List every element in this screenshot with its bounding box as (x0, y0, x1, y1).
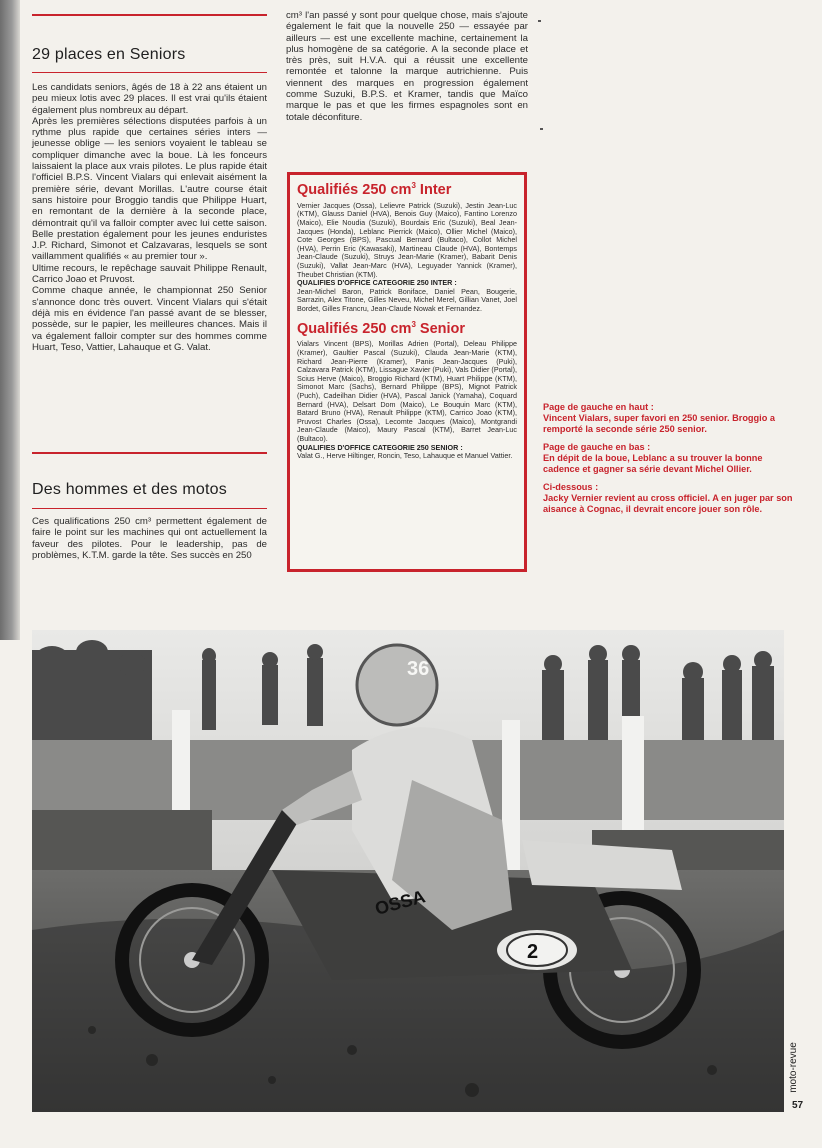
paragraph: Après les premières sélections disputées parfois à un rythme plus rapide que certaines séries inters — jeunesse oblige — les seniors voyaient le tableau se compliquer dimanche avec la boue. Là les fonceurs laissaient la place aux vrais pilotes. Le plus rapide était l'officiel B.P.S. Vincent Vialars qui enlevait aisément la première série, devant Morillas. L'autre course était sans histoire pour Broggio tandis que Philippe Huart, en remontant de la dernière à la seconde place, démontrait qu'il va falloir compter avec lui cette saison. Belle prestation également pour les jeunes enduristes J.P. Richard, Simonot et Calzavaras, lesquels se sont vaillamment qualifiés « au premier tour ». (32, 115, 267, 263)
box-title-inter: Qualifiés 250 $cm^3$ Inter (297, 181, 452, 198)
red-divider-top (32, 14, 267, 16)
sponsor-logo-text: OSSA (372, 886, 428, 919)
photo-illustration (32, 630, 784, 1112)
print-mark (540, 128, 543, 130)
senior-office-list: Valat G., Herve Hiltinger, Roncin, Teso, Lahauque et Manuel Vattier. (297, 451, 513, 461)
page-spine-shadow (0, 0, 20, 640)
results-box (287, 172, 527, 572)
inter-office-title: QUALIFIES D'OFFICE CATEGORIE 250 INTER : (297, 278, 457, 288)
senior-office-title: QUALIFIES D'OFFICE CATEGORIE 250 SENIOR : (297, 442, 463, 452)
motocross-photo (32, 630, 784, 1112)
paragraph: Ces qualifications 250 cm³ permettent également de faire le point sur les machines qui ont actuellement la faveur des pilotes. Pour le leadership, pas de problèmes, K.T.M. garde la tête. Ses succès en 250 (32, 516, 267, 561)
article-text-motos (32, 516, 267, 561)
senior-qualified-list: Vialars Vincent (BPS), Morillas Adrien (Portal), Deleau Philippe (Kramer), Gaultier Pascal (Suzuki), Clauda Jean-Marie (KTM), Richard Jean-Pierre (Kramer), Panis Jean-Jacques (Puki), Calzavara Patrick (KTM), Lissague Xavier (Puki), Vals Didier (Portal), Scius Herve (Maico), Broggio Richard (KTM), Huart Philippe (KTM), Simonot Marc (Sachs), Bernard Philippe (BPS), Mignot Patrick (Puch), Cadeilhan Didier (HVA), Pascal Janick (Yamaha), Coquard Bernard (HVA), Delsart Dom (Maico), Le Bouquin Marc (KTM), Batard Bruno (HVA), Renault Philippe (KTM), Carrico Joao (KTM), Pruvost Charles (Ossa), Lecomte Jacques (Maico), Montgrandi Jean-Claude (Maico), Maury Pascal (KTM), Barret Jean-Luc (Bultaco). (297, 339, 517, 443)
caption-top-left: Page de gauche en haut : Vincent Vialars, super favori en 250 senior. Broggio a remporté la seconde série 250 senior. (543, 402, 775, 434)
red-divider-title (32, 72, 267, 73)
paragraph: Ultime recours, le repêchage sauvait Philippe Renault, Carrico Joao et Pruvost. (32, 262, 267, 286)
paragraph: Les candidats seniors, âgés de 18 à 22 ans étaient un peu mieux lotis avec 29 places. Il est vrai qu'ils étaient également plus nombreux au départ. (32, 82, 267, 116)
red-divider-mid (32, 452, 267, 454)
red-divider-title-2 (32, 508, 267, 509)
paragraph: cm³ l'an passé y sont pour quelque chose, mais s'ajoute également le fait que la nouvelle 250 — essayée par ailleurs — est une excellente machine, certainement la plus homogène de sa catégorie. A la seconde place et très près, suit H.V.A. qui a réussit une excellente remontée et talonne la marque autrichienne. Puis viennent des marques en progression également comme Suzuki, B.P.S. et Kramer, tandis que Maïco marque le pas et que les firmes espagnoles sont en totale déconfiture. (286, 10, 528, 123)
bike-number: 2 (527, 941, 539, 963)
magazine-brand: moto-revue (787, 1042, 799, 1093)
inter-qualified-list: Vernier Jacques (Ossa), Lelievre Patrick (Suzuki), Jestin Jean-Luc (KTM), Glauss Daniel (HVA), Benois Guy (Maico), Fantino Lorenzo (Maico), Elie Noudia (Suzuki), Bourdais Eric (Suzuki), Beal Jean-Jacques (Honda), Leblanc Pierrick (Maico), Ollier Michel (Maico), Cote Georges (BPS), Pascual Bernard (Bultaco), Collot Michel (HVA), Perrin Eric (Kawasaki), Martineau Claude (HVA), Bontemps Jean-Claude (Suzuki), Struys Jean-Marie (Kramer), Babarit Denis (Suzuki), Vallat Jean-Marc (HVA), Leguyader Yannick (Kramer), Theubet Christian (KTM). (297, 200, 517, 279)
page-number: 57 (792, 1100, 804, 1111)
section-title-motos: Des hommes et des motos (32, 481, 227, 498)
section-title-seniors: 29 places en Seniors (32, 46, 186, 63)
article-text-continued (286, 10, 528, 123)
rider-number: 36 (407, 658, 430, 680)
article-text-seniors (32, 82, 267, 353)
caption-below: Ci-dessous : Jacky Vernier revient au cross officiel. A en juger par son aisance à Cognac, il devrait encore jouer son rôle. (543, 482, 793, 514)
box-title-senior: Qualifiés 250 $cm^3$ Senior (297, 319, 466, 337)
inter-office-list: Jean-Michel Baron, Patrick Boniface, Daniel Pean, Bougerie, Sarrazin, Alex Titone, Gilles Neveu, Michel Merel, Gillian Vanet, Joel Bordet, Gilles Francru, Jean-Claude Nowak et Fernandez. (297, 286, 517, 313)
paragraph: Comme chaque année, le championnat 250 Senior s'annonce donc très ouvert. Vincent Vialars qui s'était déjà mis en évidence l'an passé avant de se blesser, possède, sur le papier, les meilleures chances. Mais il va également falloir compter sur des hommes comme Huart, Teso, Vattier, Lahauque et G. Valat. (32, 285, 267, 353)
print-mark (538, 20, 541, 22)
photo-captions (543, 402, 793, 522)
caption-bottom-left: Page de gauche en bas : En dépit de la boue, Leblanc a su trouver la bonne cadence et gagner sa série devant Michel Ollier. (543, 442, 763, 474)
